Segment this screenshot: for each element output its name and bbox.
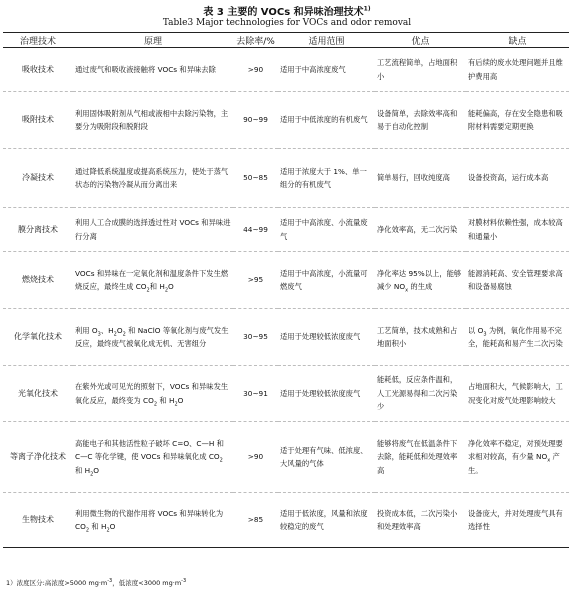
principle-text: 和 NaClO 等氧化剂与废气发生反应，最终废气被氧化成无机、无害组分	[75, 325, 229, 348]
cons-text: 产生。	[468, 452, 560, 475]
cell-principle: 通过降低系统温度或提高系统压力，使处于蒸气状态的污染物冷凝从而分离出来	[73, 149, 233, 208]
table-row	[3, 48, 569, 92]
principle-text: 利用微生物的代谢作用将 VOCs 和异味转化为 CO	[75, 508, 224, 531]
subscript: 2	[113, 330, 117, 337]
cons-text: 为例，氧化作用易不完全，能耗高和易产生二次污染	[468, 325, 563, 348]
cell-tech: 膜分离技术	[3, 208, 73, 252]
principle-text: 和 H	[149, 282, 165, 291]
cell-rate: >90	[233, 48, 278, 92]
subscript: 2	[106, 527, 110, 534]
cell-scope: 适用于浓度大于 1%、单一组分的有机废气	[278, 149, 375, 208]
caption-zh-text: 表 3 主要的 VOCs 和异味治理技术	[203, 7, 364, 18]
cell-scope: 适用于低浓度，风量和浓度较稳定的废气	[278, 493, 375, 548]
cell-principle	[73, 422, 233, 493]
principle-text: O	[177, 395, 184, 405]
cons-text: 净化效率不稳定，对预处理要求相对较高，有少量 NO	[468, 438, 563, 462]
header-cons: 缺点	[466, 33, 569, 48]
principle-text: VOCs 和异味在一定氧化剂和温度条件下发生燃烧反应，最终生成 CO	[75, 268, 229, 291]
subscript: 2	[153, 400, 158, 407]
cell-principle: 利用人工合成膜的选择透过性对 VOCs 和异味进行分离	[73, 208, 233, 252]
cell-scope: 适用于中高浓度，小流量可燃废气	[278, 252, 375, 309]
cell-tech: 化学氧化技术	[3, 309, 73, 366]
header-tech: 治理技术	[3, 33, 73, 48]
subscript: x	[547, 457, 551, 464]
principle-text: 和 H	[75, 465, 91, 475]
subscript: x	[405, 287, 409, 294]
header-row	[3, 33, 569, 48]
cell-rate: >90	[233, 422, 278, 493]
subscript: 2	[219, 457, 223, 464]
cell-tech: 吸附技术	[3, 92, 73, 149]
cell-tech: 生物技术	[3, 493, 73, 548]
cell-principle	[73, 493, 233, 548]
caption-footnote-mark: 1)	[363, 5, 371, 13]
cell-cons: 设备投资高，运行成本高	[466, 149, 569, 208]
table-caption-en: Table3 Major technologies for VOCs and odor removal	[162, 18, 412, 28]
cell-tech: 光氧化技术	[3, 366, 73, 422]
cell-pros: 净化效率高，无二次污染	[375, 208, 466, 252]
cell-scope: 适用于中高浓度废气	[278, 48, 375, 92]
subscript: 2	[85, 527, 90, 534]
cell-principle: 利用固体吸附剂从气相或液相中去除污染物，主要分为吸附段和脱附段	[73, 92, 233, 149]
principle-text: O	[93, 465, 100, 475]
header-rate: 去除率/%	[233, 33, 278, 48]
subscript: 2	[174, 400, 178, 407]
subscript: 3	[483, 330, 487, 337]
table-row	[3, 92, 569, 149]
footnote-text: 1）浓度区分:高浓度>5000 mg·m	[6, 579, 108, 587]
principle-text: 、H	[100, 325, 114, 335]
principle-text: 在紫外光或可见光的照射下，VOCs 和异味发生氧化反应，最终变为 CO	[75, 382, 229, 405]
cell-pros: 设备简单，去除效率高和易于自动化控制	[375, 92, 466, 149]
pros-text: 的生成	[408, 282, 433, 291]
cell-cons	[466, 422, 569, 493]
subscript: 3	[97, 330, 101, 337]
cell-cons: 设备庞大，并对处理废气具有选择性	[466, 493, 569, 548]
table-caption-zh	[0, 3, 574, 18]
cell-scope: 适用于中高浓度、小流量废气	[278, 208, 375, 252]
cell-cons: 能源消耗高、安全管理要求高和设备易腐蚀	[466, 252, 569, 309]
superscript: -3	[107, 577, 113, 584]
cell-scope: 适于处理有气味、低浓度、大风量的气体	[278, 422, 375, 493]
cell-rate: 30~91	[233, 366, 278, 422]
table-row	[3, 422, 569, 493]
cell-rate: 90~99	[233, 92, 278, 149]
cell-tech: 吸收技术	[3, 48, 73, 92]
header-scope: 适用范围	[278, 33, 375, 48]
principle-text: 和 H	[157, 395, 175, 405]
principle-text: 高能电子和其他活性粒子破坏 C=O、C—H 和 C—C 等化学键，使 VOCs 和异味氧化成 CO	[75, 438, 224, 462]
cell-pros: 工艺流程简单，占地面积小	[375, 48, 466, 92]
subscript: 2	[90, 471, 94, 478]
cell-principle	[73, 309, 233, 366]
principle-text: O	[109, 522, 116, 531]
cell-tech: 冷凝技术	[3, 149, 73, 208]
cell-principle: 通过废气和吸收液接触将 VOCs 和异味去除	[73, 48, 233, 92]
cell-principle	[73, 252, 233, 309]
superscript: -3	[181, 577, 187, 584]
table-row	[3, 252, 569, 309]
pros-text: 净化率达 95%以上，能够减少 NO	[377, 268, 462, 291]
table-row	[3, 366, 569, 422]
cell-rate: >95	[233, 252, 278, 309]
cell-rate: 30~95	[233, 309, 278, 366]
cell-scope: 适用于处理较低浓度废气	[278, 366, 375, 422]
principle-text: 和 H	[89, 522, 107, 531]
cell-scope: 适用于中低浓度的有机废气	[278, 92, 375, 149]
footnote-text: ，低浓度<3000 mg·m	[112, 579, 182, 587]
cell-tech: 等离子净化技术	[3, 422, 73, 493]
subscript: 2	[122, 330, 126, 337]
principle-text: O	[116, 325, 123, 335]
cell-cons: 对膜材料依赖性强，成本较高和通量小	[466, 208, 569, 252]
header-pros: 优点	[375, 33, 466, 48]
subscript: 2	[146, 287, 150, 294]
table-row	[3, 309, 569, 366]
principle-text: O	[168, 282, 174, 291]
cell-cons: 占地面积大，气候影响大，工况变化对废气处理影响较大	[466, 366, 569, 422]
cell-scope: 适用于处理较低浓度废气	[278, 309, 375, 366]
cell-principle	[73, 366, 233, 422]
voc-technologies-table	[3, 32, 569, 548]
table-row	[3, 149, 569, 208]
cell-rate: 50~85	[233, 149, 278, 208]
subscript: 2	[164, 287, 169, 294]
table-footnote	[6, 578, 186, 587]
cell-tech: 燃烧技术	[3, 252, 73, 309]
cell-pros: 能耗低，反应条件温和，人工光源易得和二次污染少	[375, 366, 466, 422]
header-principle: 原理	[73, 33, 233, 48]
table-row	[3, 493, 569, 548]
cell-pros	[375, 252, 466, 309]
cell-cons	[466, 309, 569, 366]
cons-text: 以 O	[468, 325, 484, 335]
cell-pros: 简单易行，回收纯度高	[375, 149, 466, 208]
table-row	[3, 208, 569, 252]
cell-cons: 能耗偏高，存在安全隐患和吸附材料需要定期更换	[466, 92, 569, 149]
cell-pros: 工艺简单，技术成熟和占地面积小	[375, 309, 466, 366]
cell-pros: 投资成本低，二次污染小和处理效率高	[375, 493, 466, 548]
cell-pros: 能够将废气在低温条件下去除，能耗低和处理效率高	[375, 422, 466, 493]
cell-rate: >85	[233, 493, 278, 548]
cell-rate: 44~99	[233, 208, 278, 252]
principle-text: 利用 O	[75, 325, 98, 335]
cell-cons: 有后续的废水处理问题并且维护费用高	[466, 48, 569, 92]
